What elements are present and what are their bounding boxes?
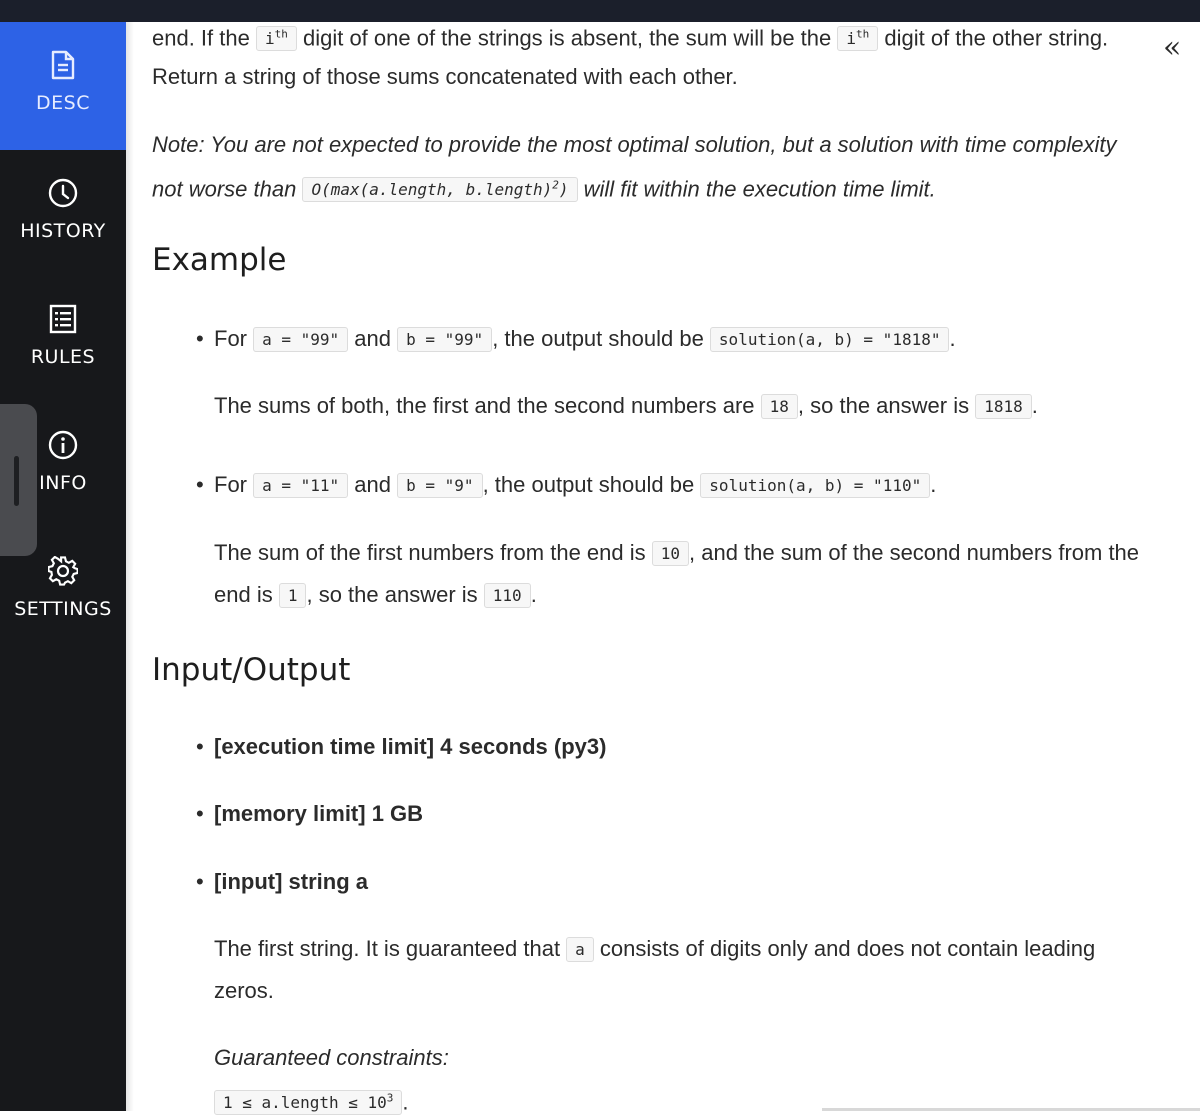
sidebar-item-settings[interactable] [0,528,126,654]
input-output-heading: Input/Output [152,652,351,688]
example-2-line: For a = "11" and b = "9" , the output should be solution(a, b) = "110" . [214,472,937,497]
intro-line-1: end. If the $i^{th}$ digit of one of the strings is absent, the sum will be the $i^{th}$ digit of the other string. [152,25,1109,51]
sidebar-item-label: RULES [30,346,96,368]
document-icon [48,50,78,80]
sidebar-item-label: SETTINGS [14,598,112,620]
top-bar [0,0,1200,22]
intro-line-2: Return a string of those sums concatenated with each other. [152,64,738,89]
inline-code: b = "9" [397,473,482,498]
bullet: • [196,734,204,759]
inline-code: solution(a, b) = "110" [700,473,930,498]
inline-code: a = "99" [253,327,348,352]
sidebar-item-desc[interactable] [0,22,126,150]
constraint-line: 1 ≤ a.length ≤ $10^3$ . [214,1086,409,1118]
double-chevron-left-icon: « [1163,30,1182,65]
clock-icon [48,178,78,208]
sidebar-shadow [126,22,134,1111]
bullet: • [196,869,204,894]
inline-code: 110 [484,583,531,608]
io-item-memory-limit: [memory limit] 1 GB [214,801,424,826]
inline-code: b = "99" [397,327,492,352]
sidebar-item-history[interactable] [0,150,126,276]
code-i: $i^{th}$ [256,26,297,51]
bullet: • [196,472,204,497]
gear-icon [48,556,78,586]
inline-code: 18 [761,394,798,419]
sidebar-item-info[interactable] [0,402,126,528]
sidebar-item-label: HISTORY [20,220,106,242]
bullet: • [196,801,204,826]
io-item-input-a: [input] string a [214,869,368,894]
inline-code: 10 [652,541,689,566]
inline-code: a [566,937,594,962]
inline-code: 1 ≤ a.length ≤ $10^3$ [214,1090,402,1115]
example-heading: Example [152,242,287,278]
inline-code: 1818 [975,394,1032,419]
input-a-description-2: zeros. [214,978,274,1003]
inline-code: solution(a, b) = "1818" [710,327,950,352]
code-i: $i^{th}$ [837,26,878,51]
inline-code: 1 [279,583,307,608]
collapse-panel-button[interactable] [1163,30,1181,65]
inline-code: a = "11" [253,473,348,498]
io-item-time-limit: [execution time limit] 4 seconds (py3) [214,734,607,759]
bullet: • [196,326,204,351]
example-2-explanation-2: end is 1 , so the answer is 110 . [214,582,537,607]
list-icon [48,304,78,334]
sidebar-item-label: INFO [39,472,87,494]
example-2-explanation-1: The sum of the first numbers from the end is 10 , and the sum of the second numbers from the [214,540,1140,565]
example-1-explanation: The sums of both, the first and the second numbers are 18 , so the answer is 1818 . [214,393,1038,418]
note-line-2: not worse than O(max(a.length, b.length)$^2$) will fit within the execution time limit. [152,176,936,202]
note-line-1: Note: You are not expected to provide the most optimal solution, but a solution with time complexity [152,132,1117,157]
input-a-description-1: The first string. It is guaranteed that a consists of digits only and does not contain leading [214,936,1096,961]
info-icon [48,430,78,460]
example-1-line: For a = "99" and b = "99" , the output should be solution(a, b) = "1818" . [214,326,956,351]
sidebar-item-rules[interactable] [0,276,126,402]
complexity-code: O(max(a.length, b.length)$^2$) [302,177,577,202]
constraints-label: Guaranteed constraints: [214,1045,449,1070]
sidebar-item-label: DESC [36,92,90,114]
